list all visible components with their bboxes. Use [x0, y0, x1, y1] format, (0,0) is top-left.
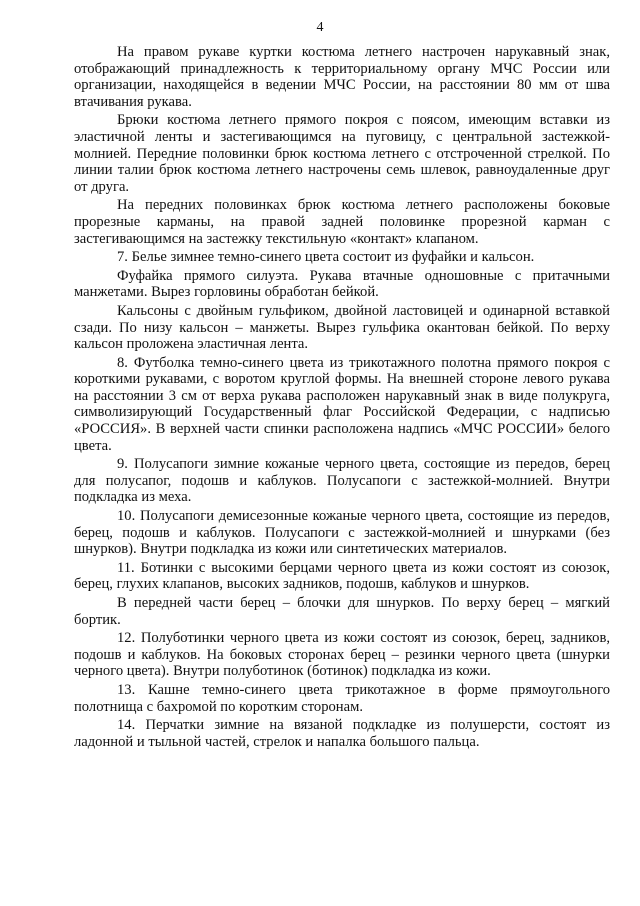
paragraph-winter-underwear: 7. Белье зимнее темно-синего цвета состоит из фуфайки и кальсон.	[117, 249, 535, 266]
paragraph-winter-gloves: 14. Перчатки зимние на вязаной подкладке из полушерсти, состоят из ладонной и тыльной частей, стрелок и напалка большого пальца.	[74, 717, 610, 750]
paragraph-low-shoes: 12. Полуботинки черного цвета из кожи состоят из союзок, берец, задников, подошв и каблуков. На боковых сторонах берец – резинки черного цвета (шнурки черного цвета). Внутри полуботинок (ботинок) подкладка из кожи.	[74, 630, 610, 680]
paragraph-long-johns: Кальсоны с двойным гульфиком, двойной ластовицей и одинарной вставкой сзади. По низу кальсон – манжеты. Вырез гульфика окантован бейкой. По верху кальсон проложена эластичная лента.	[74, 302, 610, 353]
paragraph-t-shirt: 8. Футболка темно-синего цвета из трикотажного полотна прямого покроя с короткими рукавами, с воротом круглой формы. На внешней стороне левого рукава на расстоянии 3 см от верха рукава расположен нарукавный знак в виде полукруга, символизирующий Государственный флаг Российской Федерации, с надписью «РОССИЯ». В верхней части спинки расположена надпись «МЧС РОССИИ» белого цвета.	[74, 354, 610, 454]
paragraph-scarf: 13. Кашне темно-синего цвета трикотажное в форме прямоугольного полотнища с бахромой по коротким сторонам.	[74, 681, 610, 715]
paragraph-jacket-sleeve-badge: На правом рукаве куртки костюма летнего настрочен нарукавный знак, отображающий принадлежность к территориальному органу МЧС России или организации, находящейся в ведении МЧС России, на расстоянии 80 мм от шва втачивания рукава.	[74, 44, 610, 110]
paragraph-summer-trousers: Брюки костюма летнего прямого покроя с поясом, имеющим вставки из эластичной ленты и застегивающимся на пуговицу, с центральной застежкой-молнией. Передние половинки брюк костюма летнего с отстроченной стрелкой. По линии талии брюк костюма летнего настрочены семь шлевок, равноудаленные друг от друга.	[74, 112, 610, 195]
paragraph-winter-boots: 9. Полусапоги зимние кожаные черного цвета, состоящие из передов, берец для полусапог, подошв и каблуков. Полусапоги с застежкой-молнией. Внутри подкладка из меха.	[74, 456, 610, 506]
paragraph-trousers-pockets: На передних половинках брюк костюма летнего расположены боковые прорезные карманы, на правой задней половинке прорезной карман с застегивающимся на застежку текстильную «контакт» клапаном.	[74, 197, 610, 247]
document-body	[74, 44, 610, 752]
page-number: 4	[316, 20, 324, 35]
paragraph-demi-season-boots: 10. Полусапоги демисезонные кожаные черного цвета, состоящие из передов, берец, подошв и каблуков. Полусапоги с застежкой-молнией и шнурками (без шнурков). Внутри подкладка из кожи или синтетических материалов.	[74, 508, 610, 558]
paragraph-undershirt: Фуфайка прямого силуэта. Рукава втачные одношовные с притачными манжетами. Вырез горловины обработан бейкой.	[74, 267, 610, 301]
paragraph-high-boots: 11. Ботинки с высокими берцами черного цвета из кожи состоят из союзок, берец, глухих клапанов, высоких задников, подошв, каблуков и шнурков.	[74, 559, 610, 593]
paragraph-high-boots-front: В передней части берец – блочки для шнурков. По верху берец – мягкий бортик.	[74, 595, 610, 628]
